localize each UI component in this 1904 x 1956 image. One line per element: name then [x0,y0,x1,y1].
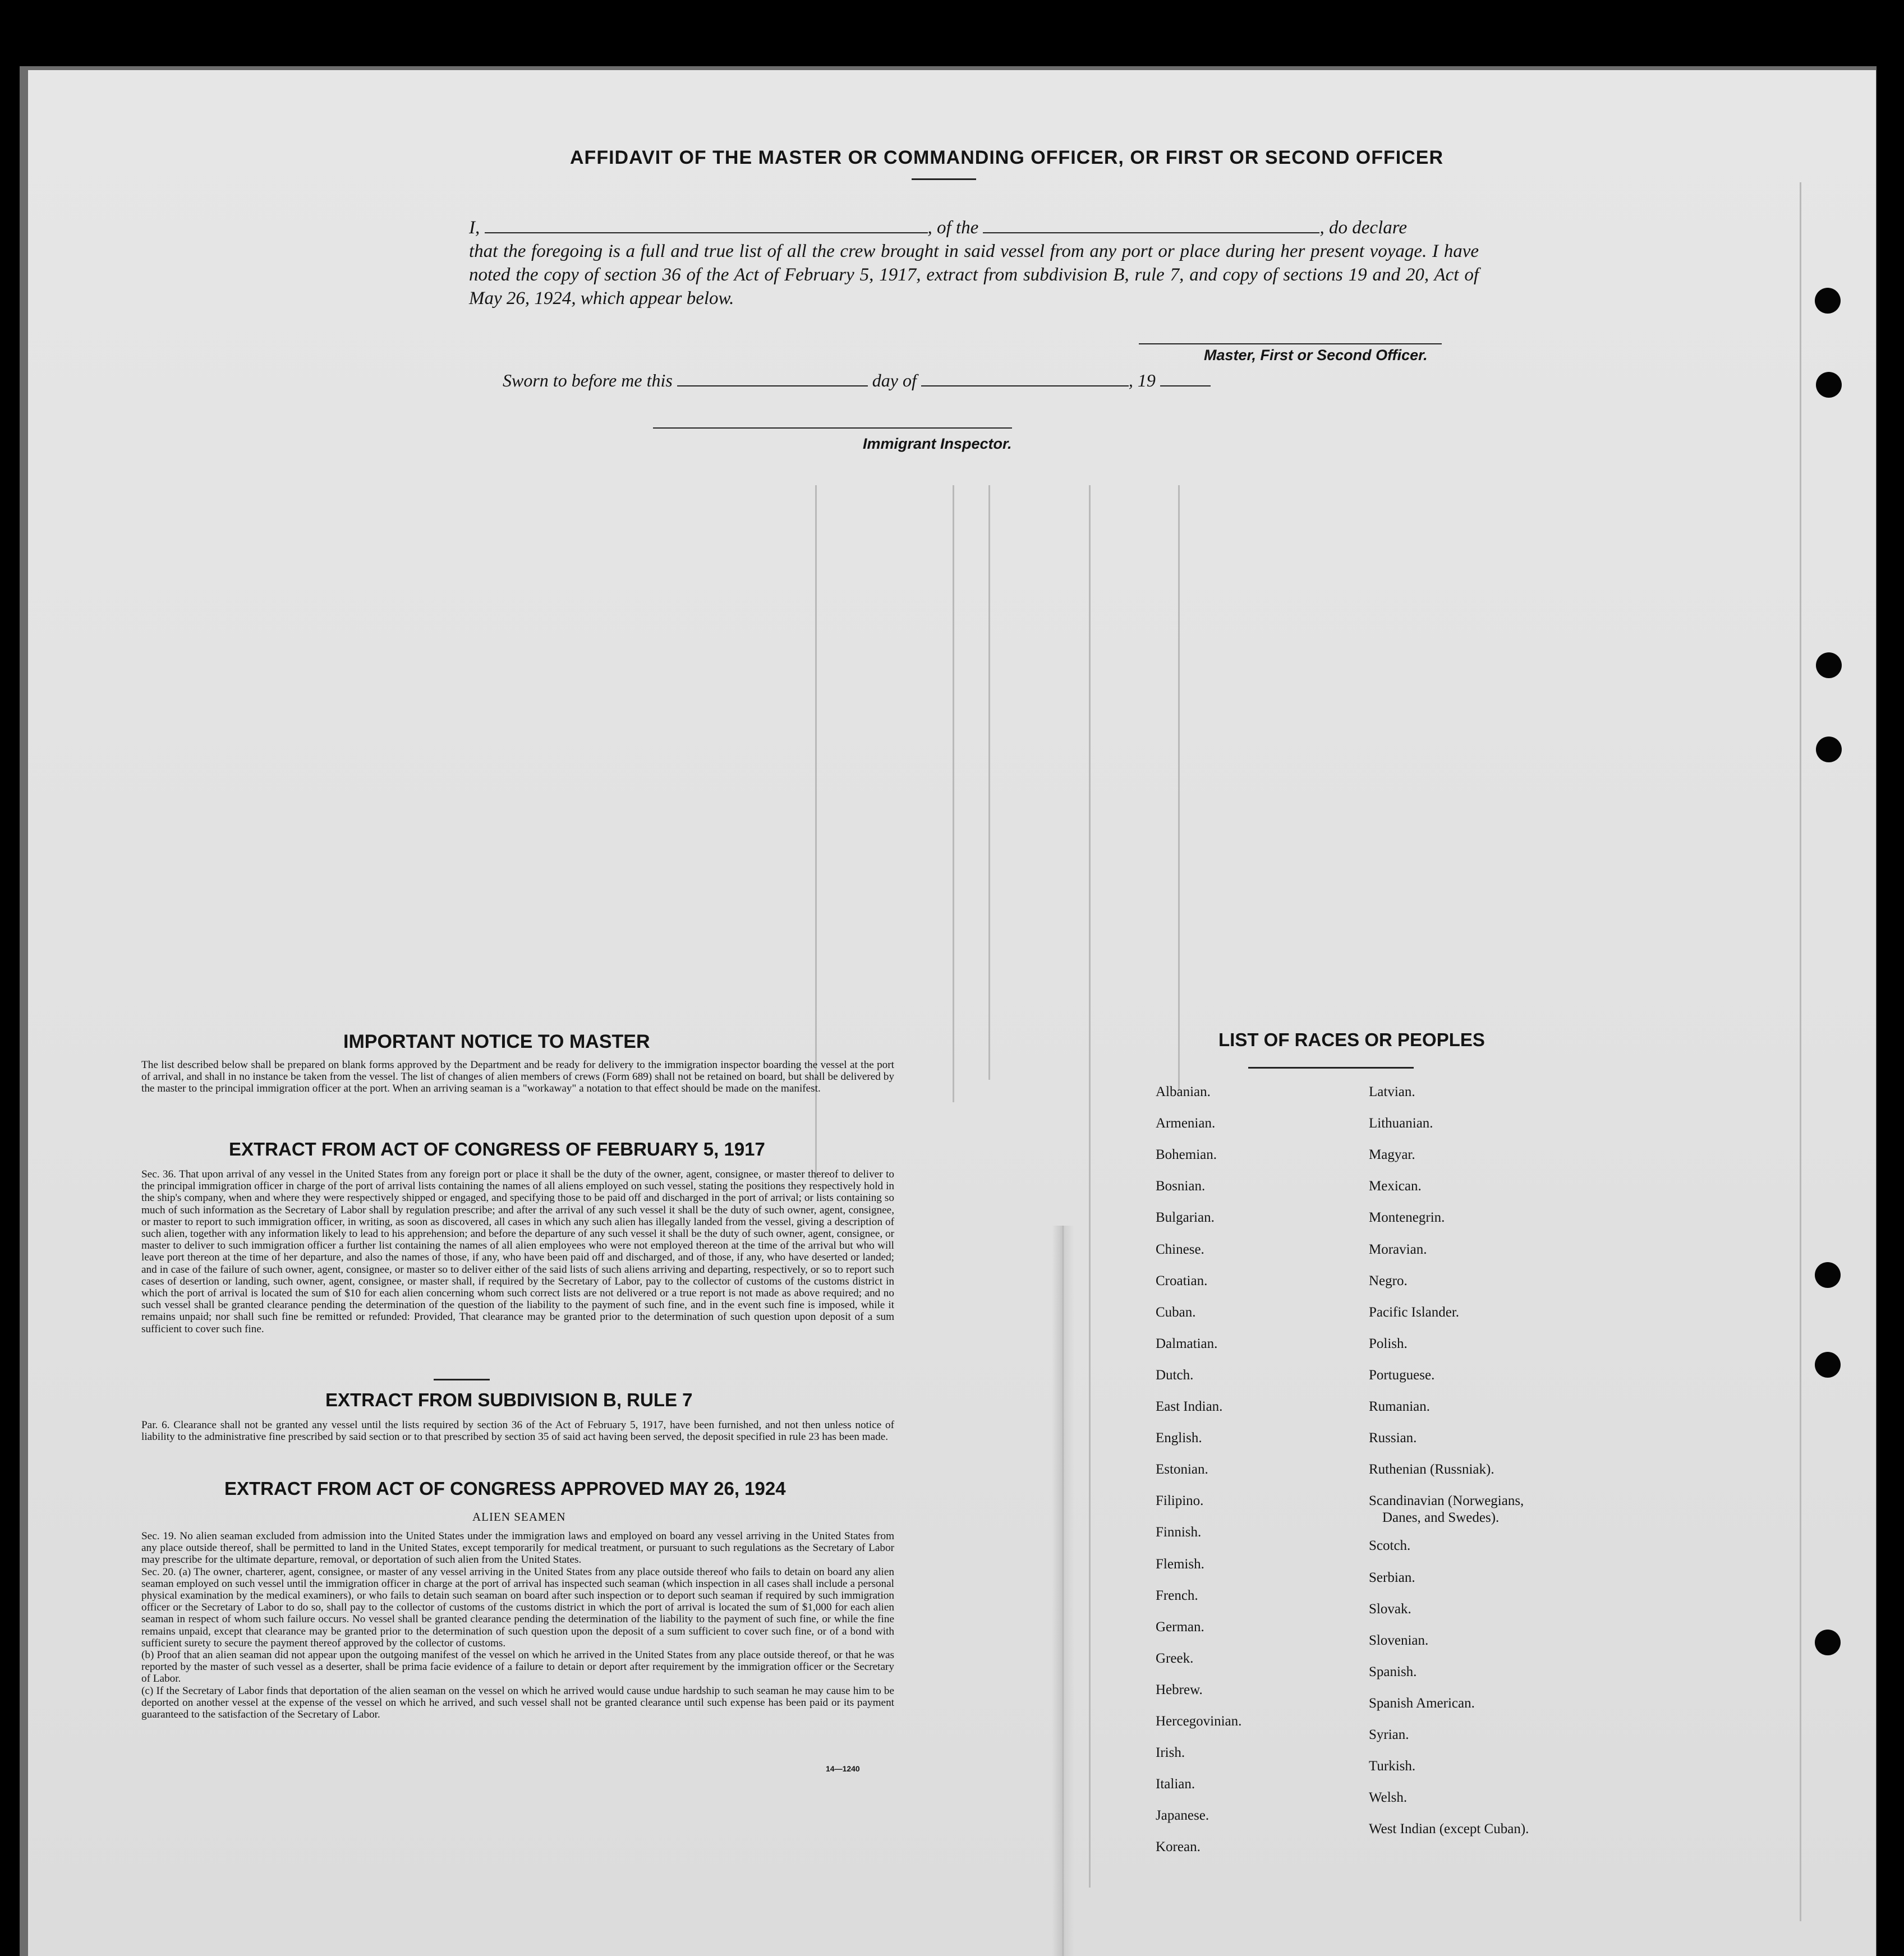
extract-1917-title: EXTRACT FROM ACT OF CONGRESS OF FEBRUARY 5, 1917 [229,1139,765,1159]
race-item: Negro. [1369,1273,1408,1288]
binder-hole [1815,1262,1841,1288]
signature-label: Master, First or Second Officer. [1204,347,1428,363]
binder-hole [1815,1630,1841,1655]
race-item: Finnish. [1156,1525,1202,1540]
race-item: Latvian. [1369,1084,1415,1099]
race-item: Serbian. [1369,1570,1415,1585]
affidavit-declaration-line [469,216,1479,240]
sworn-month-field[interactable] [921,371,1129,386]
race-item: Estonian. [1156,1462,1208,1477]
race-item: Flemish. [1156,1557,1204,1572]
race-item: Italian. [1156,1776,1195,1792]
declarant-name-field[interactable] [485,218,928,233]
races-title: LIST OF RACES OR PEOPLES [1218,1029,1485,1050]
affidavit-title: AFFIDAVIT OF THE MASTER OR COMMANDING OFFICER, OR FIRST OR SECOND OFFICER [570,147,1443,168]
sec19-text: Sec. 19. No alien seaman excluded from admission into the United States under the immigration laws and employed on board any vessel arriving in the United States from any place outside thereof, shall be permitted to land in the United States, except temporarily for medical treatment, or pursuant to such regulations as the Secretary of Labor may prescribe for the ultimate departure, removal, or deportation of such alien from the United States. [141,1530,894,1566]
rule7-text: Par. 6. Clearance shall not be granted any vessel until the lists required by section 36 of the Act of February 5, 1917, have been furnished, and not then unless notice of liability to the administrative fine prescribed by said section or to that prescribed by section 35 of said act having been served, the deposit specified in rule 23 has been made. [141,1419,894,1443]
race-item: Greek. [1156,1651,1194,1666]
race-item: Cuban. [1156,1305,1196,1320]
race-item: Albanian. [1156,1084,1211,1099]
affidavit-of-the: , of the [927,218,979,238]
bleed-through-rule [1800,182,1801,1921]
race-item: Armenian. [1156,1116,1216,1131]
vessel-name-field[interactable] [983,218,1319,233]
race-item: English. [1156,1430,1202,1446]
race-item: Korean. [1156,1839,1201,1854]
race-item: Mexican. [1369,1179,1422,1194]
race-item: Spanish. [1369,1664,1417,1679]
binder-hole [1816,737,1842,762]
race-item: Bulgarian. [1156,1210,1215,1225]
sworn-day-field[interactable] [677,371,868,386]
race-item: Portuguese. [1369,1368,1435,1383]
sec20c-text: (c) If the Secretary of Labor finds that deportation of the alien seaman on the vessel on which he arrived would cause undue hardship to such seaman he may cause him to be deported on another vessel at the expense of the vessel on which he arrived, and such vessel shall not be granted clearance until such expense has been paid or its payment guaranteed to the satisfaction of the Secretary of Labor. [141,1685,894,1721]
rule7-title: EXTRACT FROM SUBDIVISION B, RULE 7 [325,1389,693,1410]
binder-hole [1815,1352,1841,1378]
title-underline [912,178,976,180]
race-item: Moravian. [1369,1242,1427,1257]
race-item: Danes, and Swedes). [1382,1510,1500,1525]
bleed-through-rule [988,485,990,1080]
sworn-year-field[interactable] [1160,371,1211,386]
race-item: Lithuanian. [1369,1116,1433,1131]
race-item: French. [1156,1588,1198,1603]
race-item: West Indian (except Cuban). [1369,1821,1529,1837]
sec20b-text: (b) Proof that an alien seaman did not appear upon the outgoing manifest of the vessel on which he arrived in the United States from any place outside thereof, or that he was reported by the master of such vessel as a deserter, shall be prima facie evidence of a failure to detain or deport after requirement by the immigration officer or the Secretary of Labor. [141,1649,894,1685]
race-item: Dalmatian. [1156,1336,1218,1351]
race-item: Rumanian. [1369,1399,1431,1414]
bleed-through-rule [953,485,954,1102]
race-item: Spanish American. [1369,1696,1475,1711]
race-item: Slovak. [1369,1601,1411,1617]
sworn-before-label: Sworn to before me this [503,370,673,390]
extract-1924-text [125,1530,894,1720]
races-title-underline [1248,1067,1414,1069]
signature-field[interactable] [1139,343,1442,344]
bleed-through-rule [1089,485,1091,1888]
race-item: Bosnian. [1156,1179,1206,1194]
form-number: 14—1240 [826,1764,860,1773]
binder-hole [1815,288,1841,314]
race-item: Chinese. [1156,1242,1204,1257]
paper-tear [1052,1226,1074,1956]
race-item: Welsh. [1369,1790,1408,1805]
race-item: Bohemian. [1156,1147,1217,1162]
race-item: Dutch. [1156,1368,1194,1383]
affidavit-text: that the foregoing is a full and true list of all the crew brought in said vessel from any port or place during her present voyage. I have noted the copy of section 36 of the Act of February 5, 1917, extract from subdivision B, rule 7, and copy of sections 19 and 20, Act of May 26, 1924, which appear below. [469,241,1479,309]
race-item: Pacific Islander. [1369,1305,1460,1320]
race-item: Irish. [1156,1745,1185,1760]
notice-title: IMPORTANT NOTICE TO MASTER [343,1031,650,1052]
race-item: Scotch. [1369,1538,1411,1553]
alien-seamen-subtitle: ALIEN SEAMEN [472,1510,566,1524]
bleed-through-rule [1178,485,1180,1091]
sworn-statement [503,370,1211,391]
affidavit-do-declare: , do declare [1319,218,1407,238]
race-item: Hercegovinian. [1156,1714,1242,1729]
race-item: Hebrew. [1156,1682,1203,1697]
race-item: German. [1156,1619,1204,1635]
binder-hole [1816,372,1842,398]
year-prefix: , 19 [1128,370,1156,390]
race-item: Montenegrin. [1369,1210,1445,1225]
race-item: Polish. [1369,1336,1408,1351]
day-of-label: day of [872,370,917,390]
affidavit-i: I, [469,218,480,238]
sec20a-text: Sec. 20. (a) The owner, charterer, agent, consignee, or master of any vessel arriving in the United States from any place outside thereof who fails to detain on board any alien seaman employed on such vessel until the immigration officer in charge at the port of arrival has inspected such seaman (which inspection in all cases shall include a personal physical examination by the medical examiners), or who fails to detain such seaman on board after such inspection or to deport such seaman if required by such immigration officer or the Secretary of Labor to do so, shall pay to the collector of customs of the customs district in which the port of arrival is located the sum of $1,000 for each alien seaman in respect of whom such failure occurs. No vessel shall be granted clearance pending the determination of the liability to the payment of such fine, or while the fine remains unpaid, except that clearance may be granted prior to the determination of such question upon the deposit of a sum sufficient to cover such fine, or of a bond with sufficient surety to secure the payment thereof approved by the collector of customs. [141,1566,894,1649]
race-item: Scandinavian (Norwegians, [1369,1493,1524,1508]
race-item: East Indian. [1156,1399,1223,1414]
race-item: Magyar. [1369,1147,1415,1162]
inspector-label: Immigrant Inspector. [863,435,1012,452]
notice-text: The list described below shall be prepared on blank forms approved by the Department and be ready for delivery to the immigration inspector boarding the vessel at the port of arrival, and shall in no instance be taken from the vessel. The list of changes of alien members of crews (Form 689) shall not be retained on board, but shall be delivered by the master to the principal immigration officer at the port. When an arriving seaman is a "workaway" a notation to that effect should be made on the manifest. [141,1059,894,1095]
race-item: Turkish. [1369,1759,1416,1774]
race-item: Japanese. [1156,1808,1209,1823]
extract-1917-text: Sec. 36. That upon arrival of any vessel in the United States from any foreign port or place it shall be the duty of the owner, agent, consignee, or master thereof to deliver to the principal immigration officer in charge of the port of arrival lists containing the names of all aliens employed on such vessel, stating the positions they respectively hold in the ship's company, when and where they were respectively shipped or engaged, and specifying those to be paid off and discharged in the port of arrival; or lists containing so much of such information as the Secretary of Labor shall by regulation prescribe; and after the arrival of any such vessel it shall be the duty of such owner, agent, consignee, or master to report to such immigration officer, in writing, as soon as discovered, all cases in which any such alien has illegally landed from the vessel, giving a description of such alien, together with any information likely to lead to his apprehension; and before the departure of any such vessel it shall be the duty of such owner, agent, consignee, or master to deliver to such immigration officer a further list containing the names of all alien employees who were not employed thereon at the time of the arrival but who will leave port thereon at the time of her departure, and also the names of those, if any, who have been paid off and discharged, and of those, if any, who have deserted or landed; and in case of the failure of such owner, agent, consignee, or master so to deliver either of the said lists of such aliens arriving and departing, respectively, or so to report such cases of desertion or landing, such owner, agent, consignee, or master shall, if required by the Secretary of Labor, pay to the collector of customs of the customs district in which the port of arrival is located the sum of $10 for each alien concerning whom such correct lists are not delivered or a true report is not made as above required; and no such vessel shall be granted clearance pending the determination of the question of the liability to the payment of such fine, and in the event such fine is imposed, while it remains unpaid; nor shall such fine be remitted or refunded: Provided, That clearance may be granted prior to the determination of such question upon deposit of a sum sufficient to cover such fine. [141,1168,894,1335]
race-item: Ruthenian (Russniak). [1369,1462,1494,1477]
extract-1924-title: EXTRACT FROM ACT OF CONGRESS APPROVED MAY 26, 1924 [224,1478,786,1499]
race-item: Filipino. [1156,1493,1204,1508]
race-item: Russian. [1369,1430,1417,1446]
inspector-signature-field[interactable] [653,427,1012,429]
race-item: Croatian. [1156,1273,1208,1288]
section-divider [434,1379,490,1380]
race-item: Syrian. [1369,1727,1409,1742]
race-item: Slovenian. [1369,1633,1429,1648]
binder-hole [1816,652,1842,678]
affidavit-body [469,216,1479,310]
